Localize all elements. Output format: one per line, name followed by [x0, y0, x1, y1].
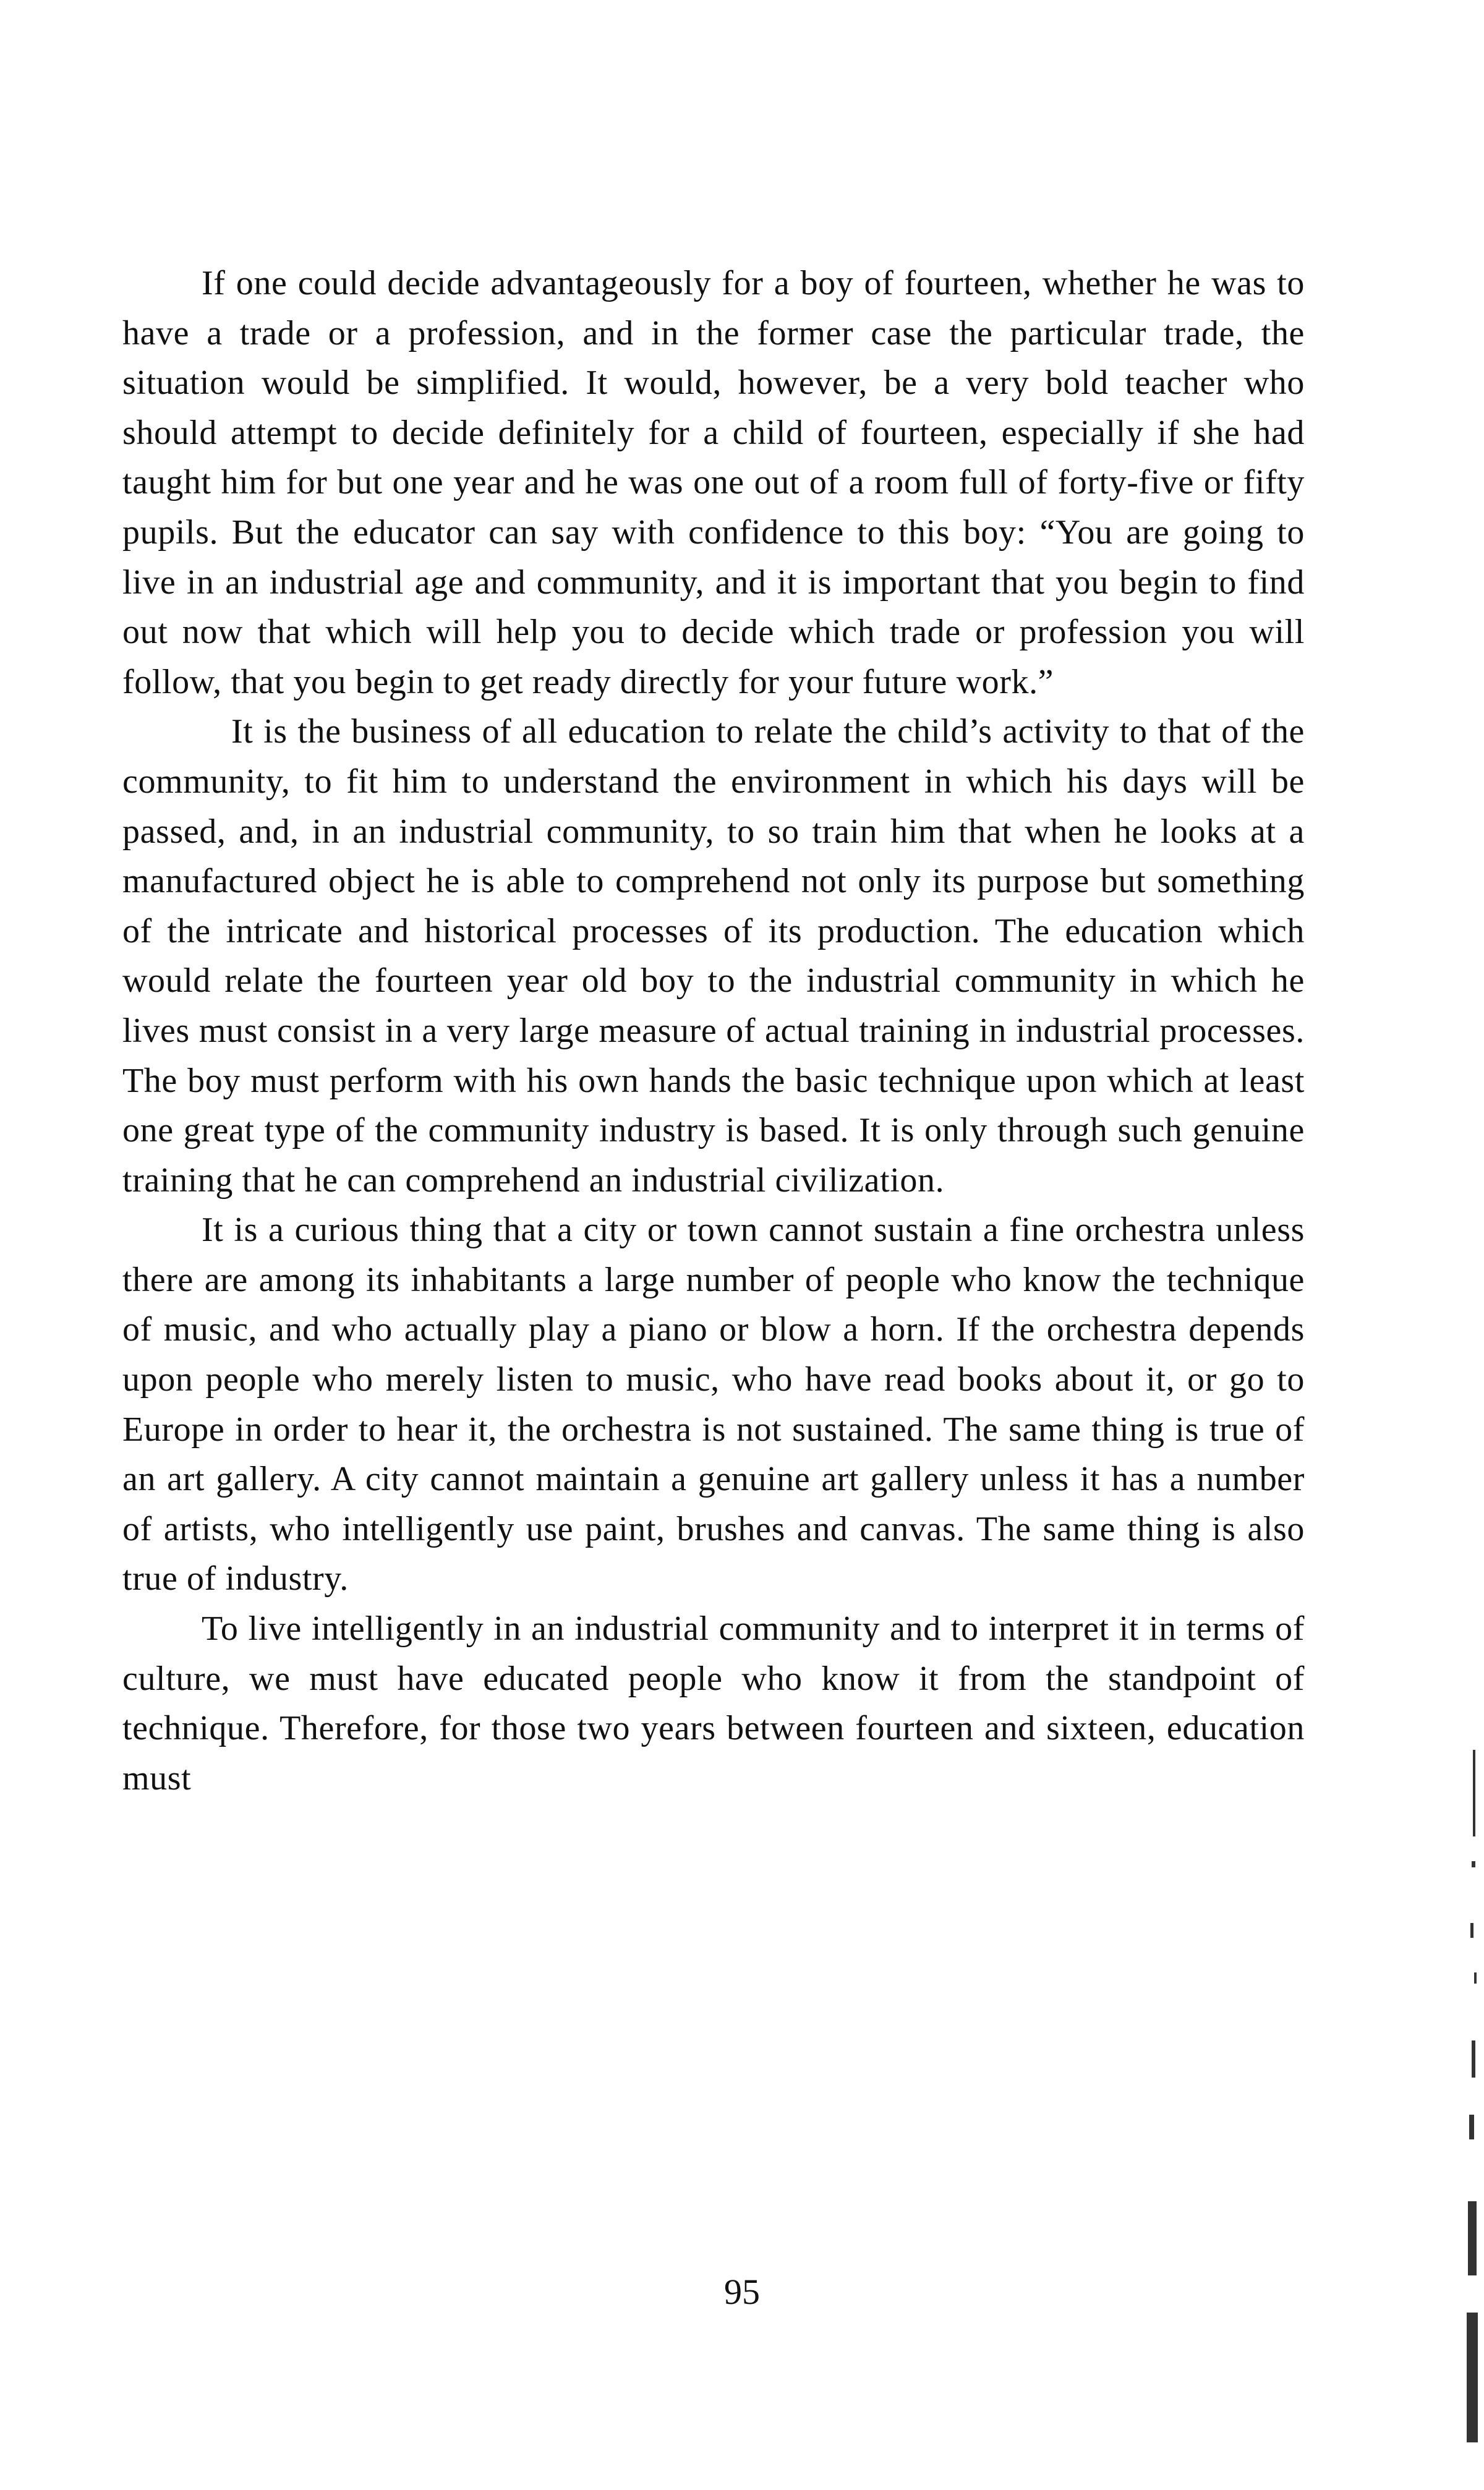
paragraph-2: It is the business of all education to relate the child’s activity to that of the community, to fit him to understand the environment in which his days will be passed, and, in an industrial community, to so train him that when he looks at a manufactured object he is able to comprehend not only its purpose but something of the intricate and historical processes of its production. The education which would relate the fourteen year old boy to the industrial community in which he lives must consist in a very large measure of actual training in industrial processes. The boy must perform with his own hands the basic technique upon which at least one great type of the community industry is based. It is only through such genuine training that he can comprehend an industrial civilization.	[122, 712, 1305, 1200]
page-number: 95	[724, 2272, 760, 2312]
paragraph-4: To live intelligently in an industrial community and to interpret it in terms of culture, we must have educated people who know it from the standpoint of technique. Therefore, for those two years between fourteen and sixteen, education must	[122, 1610, 1305, 1797]
paragraph-1: If one could decide advantageously for a boy of fourteen, whether he was to have a trade or a profession, and in the former case the particular trade, the situation would be simplified. It would, however, be a very bold teacher who should attempt to decide definitely for a child of fourteen, especially if she had taught him for but one year and he was one out of a room full of forty-five or fifty pupils. But the educator can say with confidence to this boy: “You are going to live in an industrial age and community, and it is important that you begin to find out now that which will help you to decide which trade or profession you will follow, that you begin to get ready directly for your future work.”	[122, 264, 1305, 701]
body-text	[122, 258, 1305, 1803]
paragraph-3: It is a curious thing that a city or town cannot sustain a fine orchestra unless there are among its inhabitants a large number of people who know the technique of music, and who actually play a piano or blow a horn. If the orchestra depends upon people who merely listen to music, who have read books about it, or go to Europe in order to hear it, the orchestra is not sustained. The same thing is true of an art gallery. A city cannot maintain a genuine art gallery unless it has a number of artists, who intelligently use paint, brushes and canvas. The same thing is also true of industry.	[122, 1211, 1305, 1598]
